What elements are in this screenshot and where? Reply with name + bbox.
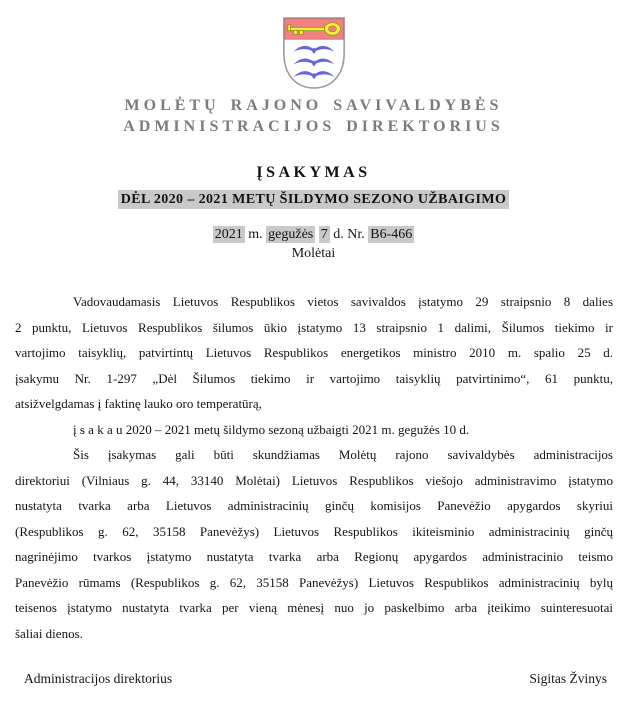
place-name: Molėtai [291, 246, 336, 261]
body-line: nagrinėjimo tvarkos įstatymo nustatyta tvarka arba Regionų apygardos administracinio teismo [15, 549, 613, 564]
body-line: 2 punktu, Lietuvos Respublikos šilumos ūkio įstatymo 13 straipsnio 1 dalimi, Šilumos tiekimo ir [15, 319, 613, 335]
year-value: 2021 [214, 227, 243, 242]
org-line-1: MOLĖTŲ RAJONO SAVIVALDYBĖS [124, 97, 503, 114]
body-line: šaliai dienos. [15, 625, 83, 641]
body-line: Panevėžio rūmams (Respublikos g. 62, 35158 Panevėžys) Lietuvos Respublikos administracinių bylų [15, 574, 613, 590]
body-line: Šis įsakymas gali būti skundžiamas Molėtų rajono savivaldybės administracijos [73, 447, 613, 462]
body-line: Vadovaudamasis Lietuvos Respublikos vietos savivaldos įstatymo 29 straipsnio 8 dalies [73, 294, 613, 309]
day-number-label: d. Nr. [333, 227, 365, 242]
body-line: nustatyta tvarka arba Lietuvos administracinių ginčų komisijos Panevėžio apygardos skyriui [15, 498, 613, 513]
body-line: (Respublikos g. 62, 35158 Panevėžys) Lietuvos Respublikos ikiteisminio administracinių ginčų [15, 523, 613, 539]
body-line: įsakymu Nr. 1-297 „Dėl Šilumos tiekimo ir vartojimo taisyklių patvirtinimo“, 61 punktu, [15, 370, 613, 386]
order-line: į s a k a u 2020 – 2021 metų šildymo sezoną užbaigti 2021 m. gegužės 10 d. [73, 421, 470, 437]
document-subject: DĖL 2020 – 2021 METŲ ŠILDYMO SEZONO UŽBAIGIMO [118, 190, 510, 209]
month-label: m. [248, 227, 263, 242]
document-type-title: ĮSAKYMAS [256, 164, 371, 181]
signer-role: Administracijos direktorius [24, 671, 173, 686]
body-line: teisenos įstatymo nustatyta tvarka per vieną mėnesį nuo jo paskelbimo arba įteikimo suinteresuotai [15, 600, 613, 615]
moletai-coat-of-arms-icon [279, 15, 349, 93]
organization-name [0, 95, 627, 137]
signature-row [24, 669, 607, 689]
date-line [0, 227, 627, 243]
signer-name: Sigitas Žvinys [529, 671, 607, 686]
document-number: B6-466 [370, 227, 413, 242]
org-line-2: ADMINISTRACIJOS DIREKTORIUS [123, 118, 504, 135]
body-line: direktoriui (Vilniaus g. 44, 33140 Molėtai) Lietuvos Respublikos viešojo administravimo įstatymo [15, 472, 613, 488]
document-body [15, 289, 613, 646]
body-line: atsižvelgdamas į faktinę lauko oro temperatūrą, [15, 396, 262, 411]
subject-row [0, 190, 627, 208]
month-value: gegužės [268, 227, 314, 242]
body-line: vartojimo taisyklių, patvirtintų Lietuvos Respublikos energetikos ministro 2010 m. spalio 25 d. [15, 345, 613, 360]
day-value: 7 [320, 227, 328, 242]
